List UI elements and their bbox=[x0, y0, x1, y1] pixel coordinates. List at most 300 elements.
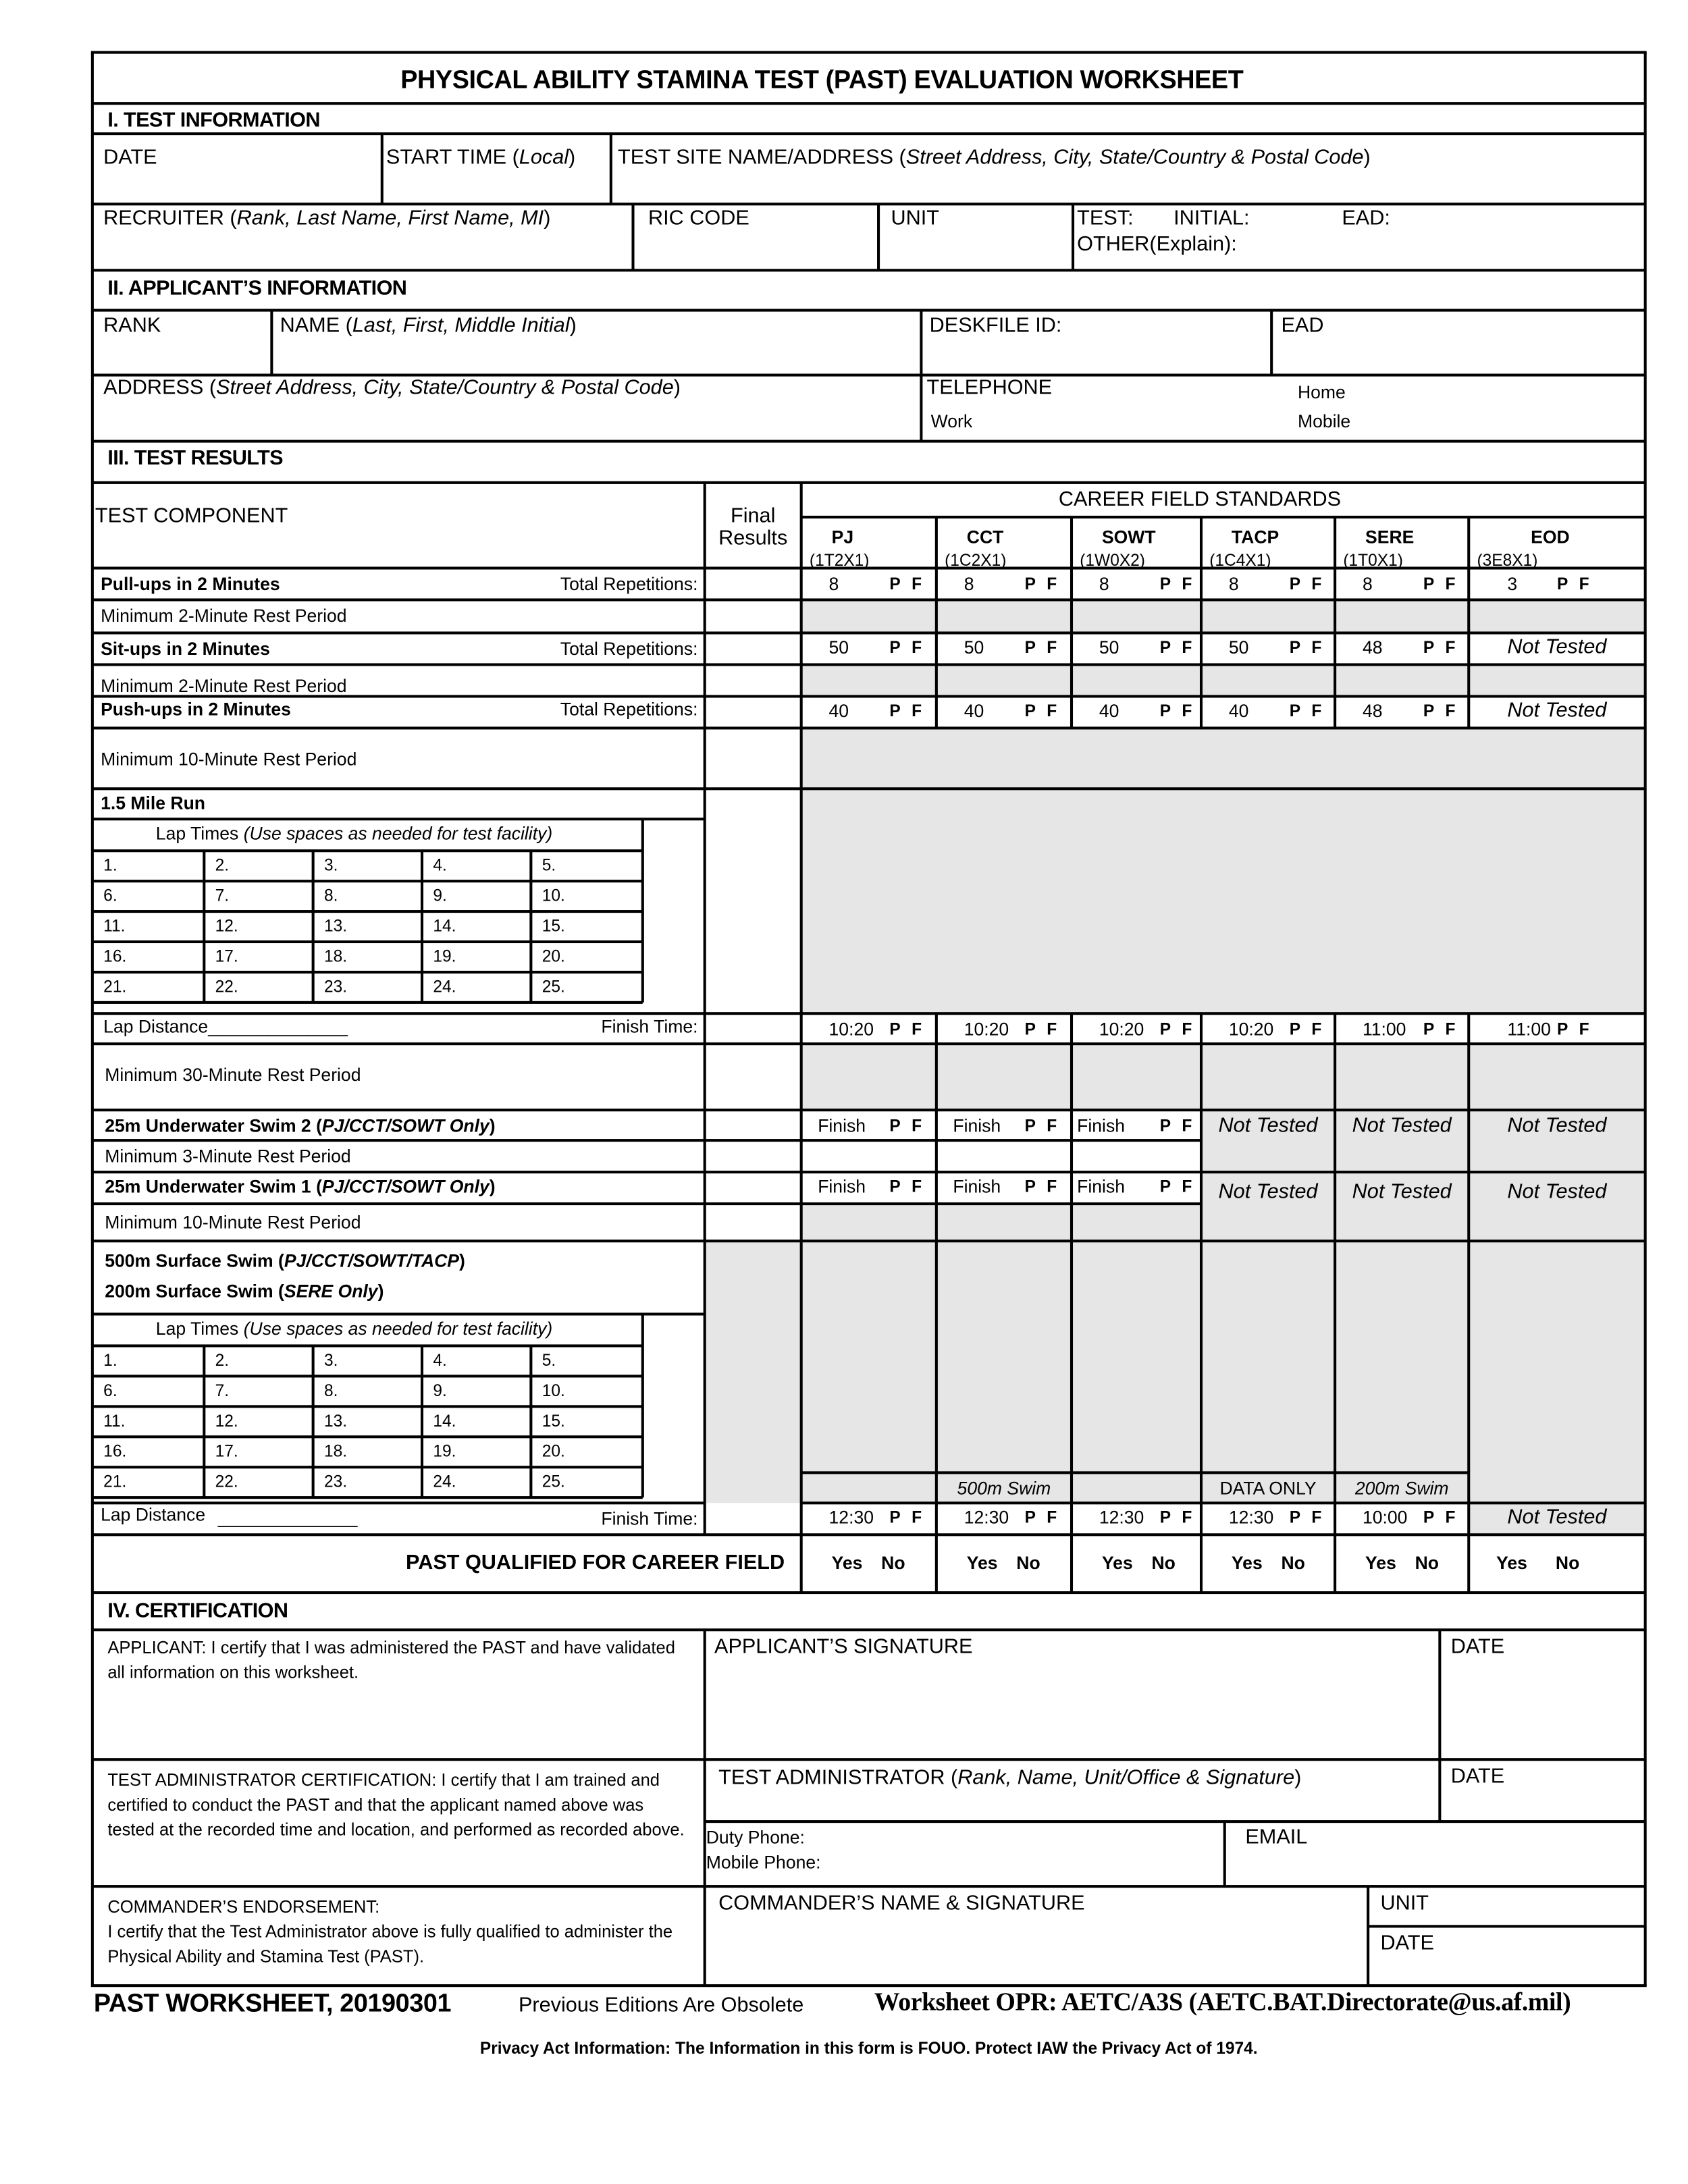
lap-time-cell[interactable]: 20. bbox=[542, 946, 565, 966]
pass-mark[interactable]: P bbox=[1024, 1508, 1036, 1527]
lap-time-cell[interactable]: 24. bbox=[433, 1472, 456, 1491]
standard-value: 40 bbox=[828, 700, 849, 721]
divider-line bbox=[93, 1466, 643, 1468]
standard-value: 12:30 bbox=[1228, 1507, 1274, 1528]
commander-endorsement-heading: COMMANDER’S ENDORSEMENT: bbox=[107, 1897, 380, 1917]
lap-time-cell[interactable]: 9. bbox=[433, 1381, 447, 1400]
label-part: TEST SITE NAME/ADDRESS ( bbox=[618, 145, 906, 169]
test-site-field bbox=[618, 147, 1371, 170]
label-part: RECRUITER ( bbox=[103, 206, 237, 230]
career-field-code: (1C4X1) bbox=[1209, 550, 1271, 570]
pass-mark[interactable]: P bbox=[1024, 1177, 1036, 1196]
divider-line bbox=[93, 440, 1645, 442]
lap-time-cell[interactable]: 4. bbox=[433, 855, 447, 875]
lap-time-cell[interactable]: 12. bbox=[215, 1411, 238, 1431]
standard-value: 48 bbox=[1362, 700, 1383, 721]
deskfile-id-field[interactable]: DESKFILE ID: bbox=[929, 314, 1062, 338]
divider-line bbox=[93, 1497, 643, 1498]
standard-value: 10:20 bbox=[964, 1019, 1009, 1040]
total-repetitions-label: Total Repetitions: bbox=[560, 699, 698, 720]
fail-mark[interactable]: F bbox=[1445, 574, 1456, 594]
finish-time-label: Finish Time: bbox=[601, 1016, 698, 1037]
lap-time-cell[interactable]: 6. bbox=[103, 1381, 117, 1400]
component-label: Push-ups in 2 Minutes bbox=[101, 699, 291, 720]
fail-mark[interactable]: F bbox=[912, 637, 922, 658]
section-heading: II. APPLICANT’S INFORMATION bbox=[107, 277, 407, 300]
fail-mark[interactable]: F bbox=[1311, 701, 1322, 721]
pass-mark[interactable]: P bbox=[1423, 701, 1435, 721]
pass-mark[interactable]: P bbox=[1159, 1177, 1171, 1196]
qualified-yes-option[interactable]: Yes bbox=[1101, 1552, 1133, 1574]
commander-signature-field[interactable]: COMMANDER’S NAME & SIGNATURE bbox=[718, 1891, 1085, 1915]
section-heading: I. TEST INFORMATION bbox=[107, 108, 320, 132]
pass-mark[interactable]: P bbox=[1024, 701, 1036, 721]
admin-date-field[interactable]: DATE bbox=[1450, 1764, 1505, 1788]
lap-time-cell[interactable]: 9. bbox=[433, 886, 447, 905]
pass-mark[interactable]: P bbox=[1423, 1019, 1435, 1039]
divider-line bbox=[801, 516, 1645, 518]
ead-field[interactable]: EAD bbox=[1281, 314, 1324, 338]
label-part: 500m Surface Swim ( bbox=[105, 1250, 284, 1271]
standard-value: 48 bbox=[1362, 637, 1383, 658]
applicant-certification-text: APPLICANT: I certify that I was administered the PAST and have validated all information on this worksheet. bbox=[107, 1638, 675, 1682]
divider-line bbox=[93, 1406, 643, 1407]
lap-time-cell[interactable]: 5. bbox=[542, 1350, 556, 1370]
lap-time-cell[interactable]: 14. bbox=[433, 1411, 456, 1431]
label-part: Rank, Name, Unit/Office & Signature bbox=[957, 1765, 1295, 1790]
label-part: Lap Times bbox=[155, 1318, 244, 1339]
standard-note: 200m Swim bbox=[1354, 1478, 1449, 1499]
pass-mark[interactable]: P bbox=[1289, 574, 1301, 594]
divider-line bbox=[93, 1436, 643, 1437]
qualified-no-option[interactable]: No bbox=[1415, 1552, 1440, 1574]
fail-mark[interactable]: F bbox=[912, 1177, 922, 1196]
divider-line bbox=[93, 133, 1645, 134]
mobile-phone-field[interactable]: Mobile bbox=[1297, 410, 1351, 431]
lap-time-cell[interactable]: 3. bbox=[323, 855, 338, 875]
divider-line bbox=[93, 1375, 643, 1377]
lap-time-cell[interactable]: 6. bbox=[103, 886, 117, 905]
lap-time-cell[interactable]: 4. bbox=[433, 1350, 447, 1370]
divider-line bbox=[93, 1171, 1645, 1173]
standard-value: 8 bbox=[1099, 573, 1109, 595]
fail-mark[interactable]: F bbox=[912, 1116, 922, 1136]
career-field-code: (1T2X1) bbox=[809, 550, 870, 570]
divider-line bbox=[800, 483, 801, 1593]
lap-time-cell[interactable]: 5. bbox=[542, 855, 556, 875]
rank-field[interactable]: RANK bbox=[103, 314, 161, 338]
lap-time-cell[interactable]: 23. bbox=[323, 1472, 348, 1491]
not-tested-label: Not Tested bbox=[1507, 1179, 1607, 1204]
pass-mark[interactable]: P bbox=[1289, 637, 1301, 658]
label-part: 25m Underwater Swim 2 ( bbox=[105, 1115, 322, 1136]
applicant-signature-field[interactable]: APPLICANT’S SIGNATURE bbox=[714, 1634, 973, 1659]
standard-value: 11:00 bbox=[1507, 1019, 1551, 1040]
pass-mark[interactable]: P bbox=[889, 1508, 901, 1527]
lap-time-cell[interactable]: 22. bbox=[215, 1472, 238, 1491]
career-field-code: (1C2X1) bbox=[945, 550, 1007, 570]
duty-phone-field[interactable]: Duty Phone: bbox=[706, 1826, 805, 1848]
fail-mark[interactable]: F bbox=[1182, 1019, 1192, 1039]
commander-endorsement-text: I certify that the Test Administrator above is fully qualified to administer the Physical Ability and Stamina Test (PAST). bbox=[107, 1922, 673, 1967]
qualified-yes-option[interactable]: Yes bbox=[831, 1552, 863, 1574]
divider-line bbox=[1201, 517, 1202, 728]
lap-time-cell[interactable]: 2. bbox=[215, 855, 230, 875]
column-header: Final bbox=[730, 504, 776, 528]
pass-mark[interactable]: P bbox=[1159, 1116, 1171, 1136]
email-field[interactable]: EMAIL bbox=[1245, 1825, 1308, 1849]
fail-mark[interactable]: F bbox=[1047, 1177, 1057, 1196]
lap-time-cell[interactable]: 15. bbox=[542, 916, 565, 936]
not-tested-label: Not Tested bbox=[1507, 699, 1607, 722]
pass-mark[interactable]: P bbox=[1556, 1019, 1568, 1039]
pass-mark[interactable]: P bbox=[1024, 1019, 1036, 1039]
column-header: Results bbox=[718, 526, 788, 550]
lap-time-cell[interactable]: 17. bbox=[215, 1441, 238, 1461]
lap-time-cell[interactable]: 14. bbox=[433, 916, 456, 936]
divider-line bbox=[421, 1346, 423, 1497]
lap-time-cell[interactable]: 22. bbox=[215, 976, 238, 996]
standard-value: 8 bbox=[964, 573, 974, 595]
lap-time-cell[interactable]: 21. bbox=[103, 1472, 127, 1491]
total-repetitions-label: Total Repetitions: bbox=[560, 638, 698, 660]
pass-mark[interactable]: P bbox=[1159, 701, 1171, 721]
divider-line bbox=[91, 51, 1647, 54]
component-label: Pull-ups in 2 Minutes bbox=[101, 573, 280, 595]
divider-line bbox=[1643, 53, 1647, 1986]
divider-line bbox=[93, 880, 643, 882]
not-tested-label: Not Tested bbox=[1507, 635, 1607, 659]
home-phone-field[interactable]: Home bbox=[1297, 381, 1346, 403]
lap-times-header bbox=[156, 1319, 552, 1339]
lap-time-cell[interactable]: 24. bbox=[433, 976, 456, 996]
section-heading: III. TEST RESULTS bbox=[107, 446, 283, 470]
pass-mark[interactable]: P bbox=[1289, 1019, 1301, 1039]
divider-line bbox=[93, 664, 1645, 666]
label-part: ) bbox=[489, 1175, 496, 1197]
lap-time-cell[interactable]: 21. bbox=[103, 976, 127, 996]
not-tested-label: Not Tested bbox=[1218, 1179, 1318, 1204]
label-part: ) bbox=[544, 206, 551, 230]
pass-mark[interactable]: P bbox=[1024, 1116, 1036, 1136]
pass-mark[interactable]: P bbox=[1423, 574, 1435, 594]
standard-value: 50 bbox=[964, 637, 984, 658]
lap-distance-field[interactable]: Lap Distance______________ bbox=[103, 1016, 348, 1037]
lap-time-cell[interactable]: 3. bbox=[323, 1350, 338, 1370]
divider-line bbox=[1468, 517, 1469, 728]
column-header: CAREER FIELD STANDARDS bbox=[1058, 487, 1342, 512]
divider-line bbox=[93, 1203, 1201, 1204]
divider-line bbox=[1072, 204, 1074, 270]
label-part: 200m Surface Swim ( bbox=[105, 1281, 284, 1302]
lap-time-cell[interactable]: 7. bbox=[215, 886, 230, 905]
fail-mark[interactable]: F bbox=[1311, 574, 1322, 594]
standard-note: DATA ONLY bbox=[1219, 1478, 1317, 1499]
label-part: ) bbox=[673, 376, 681, 400]
standard-note: 500m Swim bbox=[957, 1478, 1051, 1499]
fail-mark[interactable]: F bbox=[1182, 1116, 1192, 1136]
divider-line bbox=[93, 1533, 1645, 1536]
qualified-no-option[interactable]: No bbox=[1555, 1552, 1580, 1574]
career-field-name: SERE bbox=[1365, 526, 1415, 548]
divider-line bbox=[1071, 517, 1072, 728]
standard-value: Finish bbox=[953, 1175, 1001, 1197]
pass-mark[interactable]: P bbox=[1556, 574, 1568, 594]
commander-date-field[interactable]: DATE bbox=[1380, 1932, 1434, 1955]
fail-mark[interactable]: F bbox=[912, 574, 922, 594]
pass-mark[interactable]: P bbox=[1159, 574, 1171, 594]
label-part: ) bbox=[1363, 145, 1371, 169]
divider-line bbox=[530, 851, 531, 1003]
label-part: ) bbox=[1294, 1765, 1302, 1790]
divider-line bbox=[93, 1345, 643, 1346]
pass-mark[interactable]: P bbox=[889, 1116, 901, 1136]
lap-time-cell[interactable]: 12. bbox=[215, 916, 238, 936]
mobile-phone-field[interactable]: Mobile Phone: bbox=[706, 1851, 821, 1873]
divider-line bbox=[1367, 1886, 1369, 1986]
not-tested-label: Not Tested bbox=[1352, 1179, 1452, 1204]
component-label bbox=[105, 1252, 465, 1271]
applicant-date-field[interactable]: DATE bbox=[1450, 1634, 1505, 1659]
work-phone-field[interactable]: Work bbox=[930, 410, 973, 431]
lap-time-cell[interactable]: 1. bbox=[103, 855, 117, 875]
divider-line bbox=[936, 1013, 937, 1593]
qualified-yes-option[interactable]: Yes bbox=[1365, 1552, 1396, 1574]
label-part: (Use spaces as needed for test facility) bbox=[243, 823, 553, 844]
pass-mark[interactable]: P bbox=[889, 637, 901, 658]
test-initial-option[interactable]: INITIAL: bbox=[1173, 206, 1250, 230]
fail-mark[interactable]: F bbox=[912, 1508, 922, 1527]
test-other-option[interactable]: OTHER(Explain): bbox=[1077, 232, 1237, 257]
pass-mark[interactable]: P bbox=[889, 574, 901, 594]
divider-line bbox=[93, 1886, 1645, 1887]
label-part: SERE Only bbox=[284, 1281, 378, 1302]
lap-time-cell[interactable]: 2. bbox=[215, 1350, 230, 1370]
fail-mark[interactable]: F bbox=[1445, 1508, 1456, 1527]
label-part: ADDRESS ( bbox=[103, 376, 217, 400]
divider-line bbox=[93, 850, 643, 851]
not-tested-label: Not Tested bbox=[1507, 1505, 1607, 1529]
divider-line bbox=[801, 1472, 1469, 1473]
fail-mark[interactable]: F bbox=[1445, 637, 1456, 658]
career-field-name: CCT bbox=[966, 526, 1004, 548]
divider-line bbox=[93, 727, 1645, 730]
lap-time-cell[interactable]: 23. bbox=[323, 976, 348, 996]
divider-line bbox=[920, 311, 922, 442]
standard-value: 10:20 bbox=[1099, 1019, 1144, 1040]
label-part: PJ/CCT/SOWT Only bbox=[321, 1175, 490, 1197]
divider-line bbox=[381, 134, 383, 204]
qualified-yes-option[interactable]: Yes bbox=[966, 1552, 998, 1574]
label-part: ) bbox=[569, 145, 576, 169]
pass-mark[interactable]: P bbox=[889, 701, 901, 721]
divider-line bbox=[93, 103, 1645, 104]
fail-mark[interactable]: F bbox=[1047, 637, 1057, 658]
lap-time-cell[interactable]: 19. bbox=[433, 1441, 456, 1461]
commander-unit-field[interactable]: UNIT bbox=[1380, 1891, 1429, 1915]
fail-mark[interactable]: F bbox=[1182, 637, 1192, 658]
divider-line bbox=[90, 53, 94, 1986]
fail-mark[interactable]: F bbox=[1182, 574, 1192, 594]
recruiter-field bbox=[103, 208, 550, 231]
swim-shaded-area bbox=[705, 1241, 1645, 1503]
total-repetitions-label: Total Repetitions: bbox=[560, 573, 698, 595]
label-part: PJ/CCT/SOWT Only bbox=[321, 1115, 490, 1136]
career-field-name: TACP bbox=[1231, 526, 1280, 548]
fail-mark[interactable]: F bbox=[1182, 1508, 1192, 1527]
fail-mark[interactable]: F bbox=[1182, 701, 1192, 721]
fail-mark[interactable]: F bbox=[912, 1019, 922, 1039]
pass-mark[interactable]: P bbox=[1423, 1508, 1435, 1527]
fail-mark[interactable]: F bbox=[1311, 1508, 1322, 1527]
pass-mark[interactable]: P bbox=[1289, 701, 1301, 721]
shaded-cell bbox=[801, 600, 1645, 633]
standard-value: 40 bbox=[964, 700, 984, 721]
fail-mark[interactable]: F bbox=[1047, 1508, 1057, 1527]
fail-mark[interactable]: F bbox=[1047, 1019, 1057, 1039]
form-id: PAST WORKSHEET, 20190301 bbox=[93, 1988, 452, 2017]
lap-time-cell[interactable]: 18. bbox=[323, 1441, 348, 1461]
pass-mark[interactable]: P bbox=[889, 1177, 901, 1196]
pass-mark[interactable]: P bbox=[1159, 1508, 1171, 1527]
fail-mark[interactable]: F bbox=[1445, 1019, 1456, 1039]
rest-period-label: Minimum 2-Minute Rest Period bbox=[101, 605, 347, 626]
divider-line bbox=[93, 1012, 1645, 1015]
lap-time-cell[interactable]: 8. bbox=[323, 1381, 338, 1400]
lap-time-cell[interactable]: 10. bbox=[542, 1381, 565, 1400]
run-shaded-area bbox=[801, 728, 1645, 1013]
label-part: NAME ( bbox=[280, 314, 352, 338]
divider-line bbox=[93, 911, 643, 912]
divider-line bbox=[632, 204, 633, 270]
lap-time-cell[interactable]: 7. bbox=[215, 1381, 230, 1400]
label-part: ) bbox=[377, 1281, 384, 1302]
name-field bbox=[280, 315, 577, 338]
shaded-cell bbox=[801, 1044, 1645, 1110]
pass-mark[interactable]: P bbox=[1024, 637, 1036, 658]
lap-time-cell[interactable]: 17. bbox=[215, 946, 238, 966]
standard-value: 11:00 bbox=[1362, 1019, 1406, 1040]
lap-time-cell[interactable]: 11. bbox=[103, 916, 126, 936]
test-type-label: TEST: bbox=[1077, 206, 1134, 230]
career-field-name: SOWT bbox=[1101, 526, 1156, 548]
standard-value: 10:20 bbox=[1228, 1019, 1274, 1040]
lap-time-cell[interactable]: 25. bbox=[542, 1472, 565, 1491]
telephone-label: TELEPHONE bbox=[926, 376, 1053, 400]
divider-line bbox=[1271, 311, 1272, 375]
lap-time-cell[interactable]: 10. bbox=[542, 886, 565, 905]
standard-value: 10:20 bbox=[828, 1019, 874, 1040]
label-part: ) bbox=[459, 1250, 465, 1271]
lap-times-header bbox=[156, 824, 552, 844]
divider-line bbox=[312, 1346, 313, 1497]
fail-mark[interactable]: F bbox=[1311, 1019, 1322, 1039]
pass-mark[interactable]: P bbox=[1159, 637, 1171, 658]
rest-period-label: Minimum 10-Minute Rest Period bbox=[105, 1212, 361, 1233]
divider-line bbox=[936, 517, 937, 728]
lap-time-cell[interactable]: 20. bbox=[542, 1441, 565, 1461]
admin-certification-text: TEST ADMINISTRATOR CERTIFICATION: I certify that I am trained and certified to conduct the PAST and that the applicant named above was tested at the recorded time and location, and performed as recorded above. bbox=[107, 1770, 685, 1840]
divider-line bbox=[93, 1109, 1645, 1111]
standard-value: 40 bbox=[1228, 700, 1249, 721]
divider-line bbox=[93, 971, 643, 973]
pass-mark[interactable]: P bbox=[889, 1019, 901, 1039]
divider-line bbox=[610, 134, 612, 204]
rest-period-label: Minimum 10-Minute Rest Period bbox=[101, 748, 357, 770]
divider-line bbox=[421, 851, 423, 1003]
unit-field[interactable]: UNIT bbox=[891, 206, 939, 230]
divider-line bbox=[93, 1313, 705, 1314]
lap-time-cell[interactable]: 16. bbox=[103, 946, 127, 966]
not-tested-label: Not Tested bbox=[1507, 1113, 1607, 1138]
fail-mark[interactable]: F bbox=[1182, 1177, 1192, 1196]
fail-mark[interactable]: F bbox=[1579, 574, 1589, 594]
test-ead-option[interactable]: EAD: bbox=[1342, 206, 1390, 230]
divider-line bbox=[1201, 1013, 1202, 1593]
lap-time-cell[interactable]: 13. bbox=[323, 916, 348, 936]
fail-mark[interactable]: F bbox=[1047, 574, 1057, 594]
rest-period-label: Minimum 30-Minute Rest Period bbox=[105, 1064, 361, 1086]
standard-value: 8 bbox=[1228, 573, 1239, 595]
label-part: PJ/CCT/SOWT/TACP bbox=[284, 1250, 460, 1271]
qualified-yes-option[interactable]: Yes bbox=[1231, 1552, 1263, 1574]
label-part: START TIME ( bbox=[386, 145, 519, 169]
lap-time-cell[interactable]: 19. bbox=[433, 946, 456, 966]
component-label bbox=[105, 1282, 384, 1302]
pass-mark[interactable]: P bbox=[1289, 1508, 1301, 1527]
qualified-no-option[interactable]: No bbox=[881, 1552, 905, 1574]
qualified-yes-option[interactable]: Yes bbox=[1496, 1552, 1527, 1574]
standard-value: 10:00 bbox=[1362, 1507, 1408, 1528]
divider-line bbox=[93, 1591, 1645, 1594]
rest-period-label: Minimum 2-Minute Rest Period bbox=[101, 675, 347, 697]
fail-mark[interactable]: F bbox=[1445, 701, 1456, 721]
lap-time-cell[interactable]: 13. bbox=[323, 1411, 348, 1431]
lap-time-cell[interactable]: 25. bbox=[542, 976, 565, 996]
date-field[interactable]: DATE bbox=[103, 145, 157, 169]
fail-mark[interactable]: F bbox=[912, 701, 922, 721]
standard-value: Finish bbox=[818, 1175, 866, 1197]
qualified-no-option[interactable]: No bbox=[1016, 1552, 1040, 1574]
standard-value: 12:30 bbox=[828, 1507, 874, 1528]
lap-time-cell[interactable]: 18. bbox=[323, 946, 348, 966]
lap-time-cell[interactable]: 15. bbox=[542, 1411, 565, 1431]
opr-contact: Worksheet OPR: AETC/A3S (AETC.BAT.Directorate@us.af.mil) bbox=[874, 1989, 1571, 2017]
not-tested-label: Not Tested bbox=[1218, 1113, 1318, 1138]
lap-time-cell[interactable]: 16. bbox=[103, 1441, 127, 1461]
fail-mark[interactable]: F bbox=[1311, 637, 1322, 658]
fail-mark[interactable]: F bbox=[1047, 1116, 1057, 1136]
lap-distance-field[interactable]: ______________ bbox=[217, 1507, 358, 1528]
label-part: Last, First, Middle Initial bbox=[352, 314, 570, 338]
qualified-no-option[interactable]: No bbox=[1281, 1552, 1305, 1574]
pass-mark[interactable]: P bbox=[1423, 637, 1435, 658]
ric-code-field[interactable]: RIC CODE bbox=[648, 206, 749, 230]
fail-mark[interactable]: F bbox=[1047, 701, 1057, 721]
divider-line bbox=[705, 1821, 1645, 1822]
column-header: TEST COMPONENT bbox=[95, 504, 288, 528]
career-field-code: (1W0X2) bbox=[1080, 550, 1145, 570]
pass-mark[interactable]: P bbox=[1024, 574, 1036, 594]
lap-time-cell[interactable]: 11. bbox=[103, 1411, 126, 1431]
lap-time-cell[interactable]: 1. bbox=[103, 1350, 117, 1370]
pass-mark[interactable]: P bbox=[1159, 1019, 1171, 1039]
fail-mark[interactable]: F bbox=[1579, 1019, 1589, 1039]
lap-time-cell[interactable]: 8. bbox=[323, 886, 338, 905]
divider-line bbox=[93, 1042, 1645, 1045]
divider-line bbox=[93, 818, 705, 820]
qualified-no-option[interactable]: No bbox=[1151, 1552, 1176, 1574]
